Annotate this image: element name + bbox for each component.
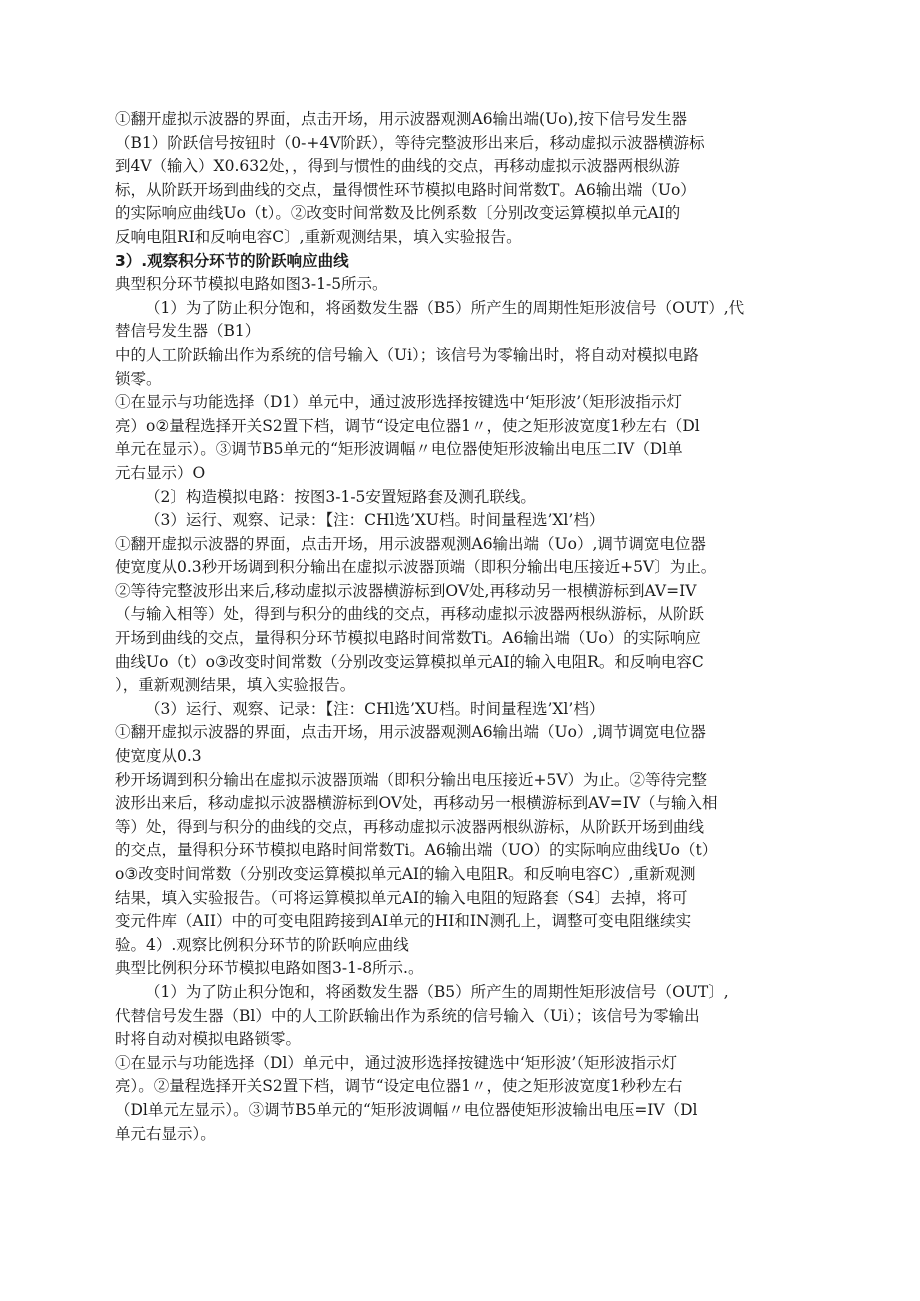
text-line: 反响电阻RI和反响电容C〕,重新观测结果，填入实验报告。 [115,227,522,246]
text-line: 开场到曲线的交点，量得积分环节模拟电路时间常数Ti。A6输出端（Uo）的实际响应 [115,629,701,648]
text-line: 到4V（输入）X0.632处，，得到与惯性的曲线的交点，再移动虚拟示波器两根纵游 [115,157,680,176]
text-line: 使宽度从0.3 [115,747,202,766]
text-line: 中的人工阶跃输出作为系统的信号输入（Ui）；该信号为零输出时，将自动对模拟电路 [115,345,699,364]
text-line: 秒开场调到积分输出在虚拟示波器顶端（即积分输出电压接近+5V）为止。②等待完整 [115,770,708,789]
text-line: ①在显示与功能选择（Dl）单元中，通过波形选择按键选中‘矩形波’（矩形波指示灯 [115,1053,677,1072]
text-line: （3）运行、观察、记录：【注：CHl选’XU档。时间量程选’Xl’档） [145,699,605,718]
text-line: ①翻开虚拟示波器的界面，点击开场，用示波器观测A6输出端(Uo),按下信号发生器 [115,110,687,128]
text-line: 波形出来后，移动虚拟示波器横游标到OV处，再移动另一根横游标到AV=IV（与输入相 [115,794,718,813]
text-line: 等）处，得到与积分的曲线的交点，再移动虚拟示波器两根纵游标，从阶跃开场到曲线 [115,817,705,836]
text-line: 亮）o②量程选择开关S2置下档，调节“设定电位器1〃，使之矩形波宽度1秒左右（Dl [115,416,700,435]
text-line: （与输入相等）处，得到与积分的曲线的交点，再移动虚拟示波器两根纵游标，从阶跃 [115,605,705,624]
text-line: （3）运行、观察、记录：【注：CHl选’XU档。时间量程选’Xl’档） [145,511,605,530]
text-line: 变元件库（AII）中的可变电阻跨接到AI单元的HI和IN测孔上，调整可变电阻继续实 [115,912,692,931]
text-line: 曲线Uo（t）o③改变时间常数（分别改变运算模拟单元AI的输入电阻R。和反响电容C [115,652,704,671]
text-line: （2〕构造模拟电路：按图3-1-5安置短路套及测孔联线。 [145,487,536,506]
text-line: 锁零。 [115,369,162,388]
text-line: 代替信号发生器（Bl）中的人工阶跃输出作为系统的信号输入（Ui）；该信号为零输出 [115,1006,700,1025]
text-line: （Dl单元左显示）。③调节B5单元的“矩形波调幅〃电位器使矩形波输出电压=IV（Dl [115,1100,698,1119]
text-line: ①翻开虚拟示波器的界面，点击开场，用示波器观测A6输出端（Uo）,调节调宽电位器 [115,534,706,553]
text-line: 验。4）.观察比例积分环节的阶跃响应曲线 [115,935,409,954]
text-line: 替信号发生器（B1） [115,322,261,341]
text-line: 的交点，量得积分环节模拟电路时间常数Ti。A6输出端（UO）的实际响应曲线Uo（t） [115,841,718,860]
text-line: 标，从阶跃开场到曲线的交点，量得惯性环节模拟电路时间常数T。A6输出端（Uo） [115,180,696,199]
text-line: ），重新观测结果，填入实验报告。 [115,676,356,695]
text-line: 时将自动对模拟电路锁零。 [115,1030,302,1049]
text-line: o③改变时间常数（分别改变运算模拟单元AI的输入电阻R。和反响电容C）,重新观测 [115,865,696,883]
text-line: （1）为了防止积分饱和，将函数发生器（B5）所产生的周期性矩形波信号（OUT〕, [145,982,729,1001]
text-line: （B1）阶跃信号按钮时（0-+4V阶跃），等待完整波形出来后，移动虚拟示波器横游标 [115,133,705,152]
text-line: 典型积分环节模拟电路如图3-1-5所示。 [115,275,388,294]
text-line: 使宽度从0.3秒开场调到积分输出在虚拟示波器顶端（即积分输出电压接近+5V〕为止。 [115,558,717,577]
text-line: 的实际响应曲线Uo（t）。②改变时间常数及比例系数〔分别改变运算模拟单元AI的 [115,204,681,223]
document-page [115,108,850,1146]
text-line: 元右显示）O [115,463,206,482]
text-line: 典型比例积分环节模拟电路如图3-1-8所示.。 [115,959,424,978]
text-line: 亮）。②量程选择开关S2置下档，调节“设定电位器1〃，使之矩形波宽度1秒秒左右 [115,1077,683,1096]
text-line: 单元在显示）。③调节B5单元的“矩形波调幅〃电位器使矩形波输出电压二IV（Dl单 [115,440,683,459]
text-line: ②等待完整波形出来后,移动虚拟示波器横游标到OV处,再移动另一根横游标到AV=IV [115,581,697,600]
section-heading: 3）.观察积分环节的阶跃响应曲线 [115,251,349,270]
text-line: 结果，填入实验报告。（可将运算模拟单元AI的输入电阻的短路套（S4〕去掉，将可 [115,888,688,907]
text-line: 单元右显示）。 [115,1124,216,1143]
text-line: ①翻开虚拟示波器的界面，点击开场，用示波器观测A6输出端（Uo）,调节调宽电位器 [115,723,706,742]
text-line: （1）为了防止积分饱和，将函数发生器（B5）所产生的周期性矩形波信号（OUT）,代 [145,298,745,317]
text-line: ①在显示与功能选择（D1）单元中，通过波形选择按键选中‘矩形波’（矩形波指示灯 [115,393,682,412]
